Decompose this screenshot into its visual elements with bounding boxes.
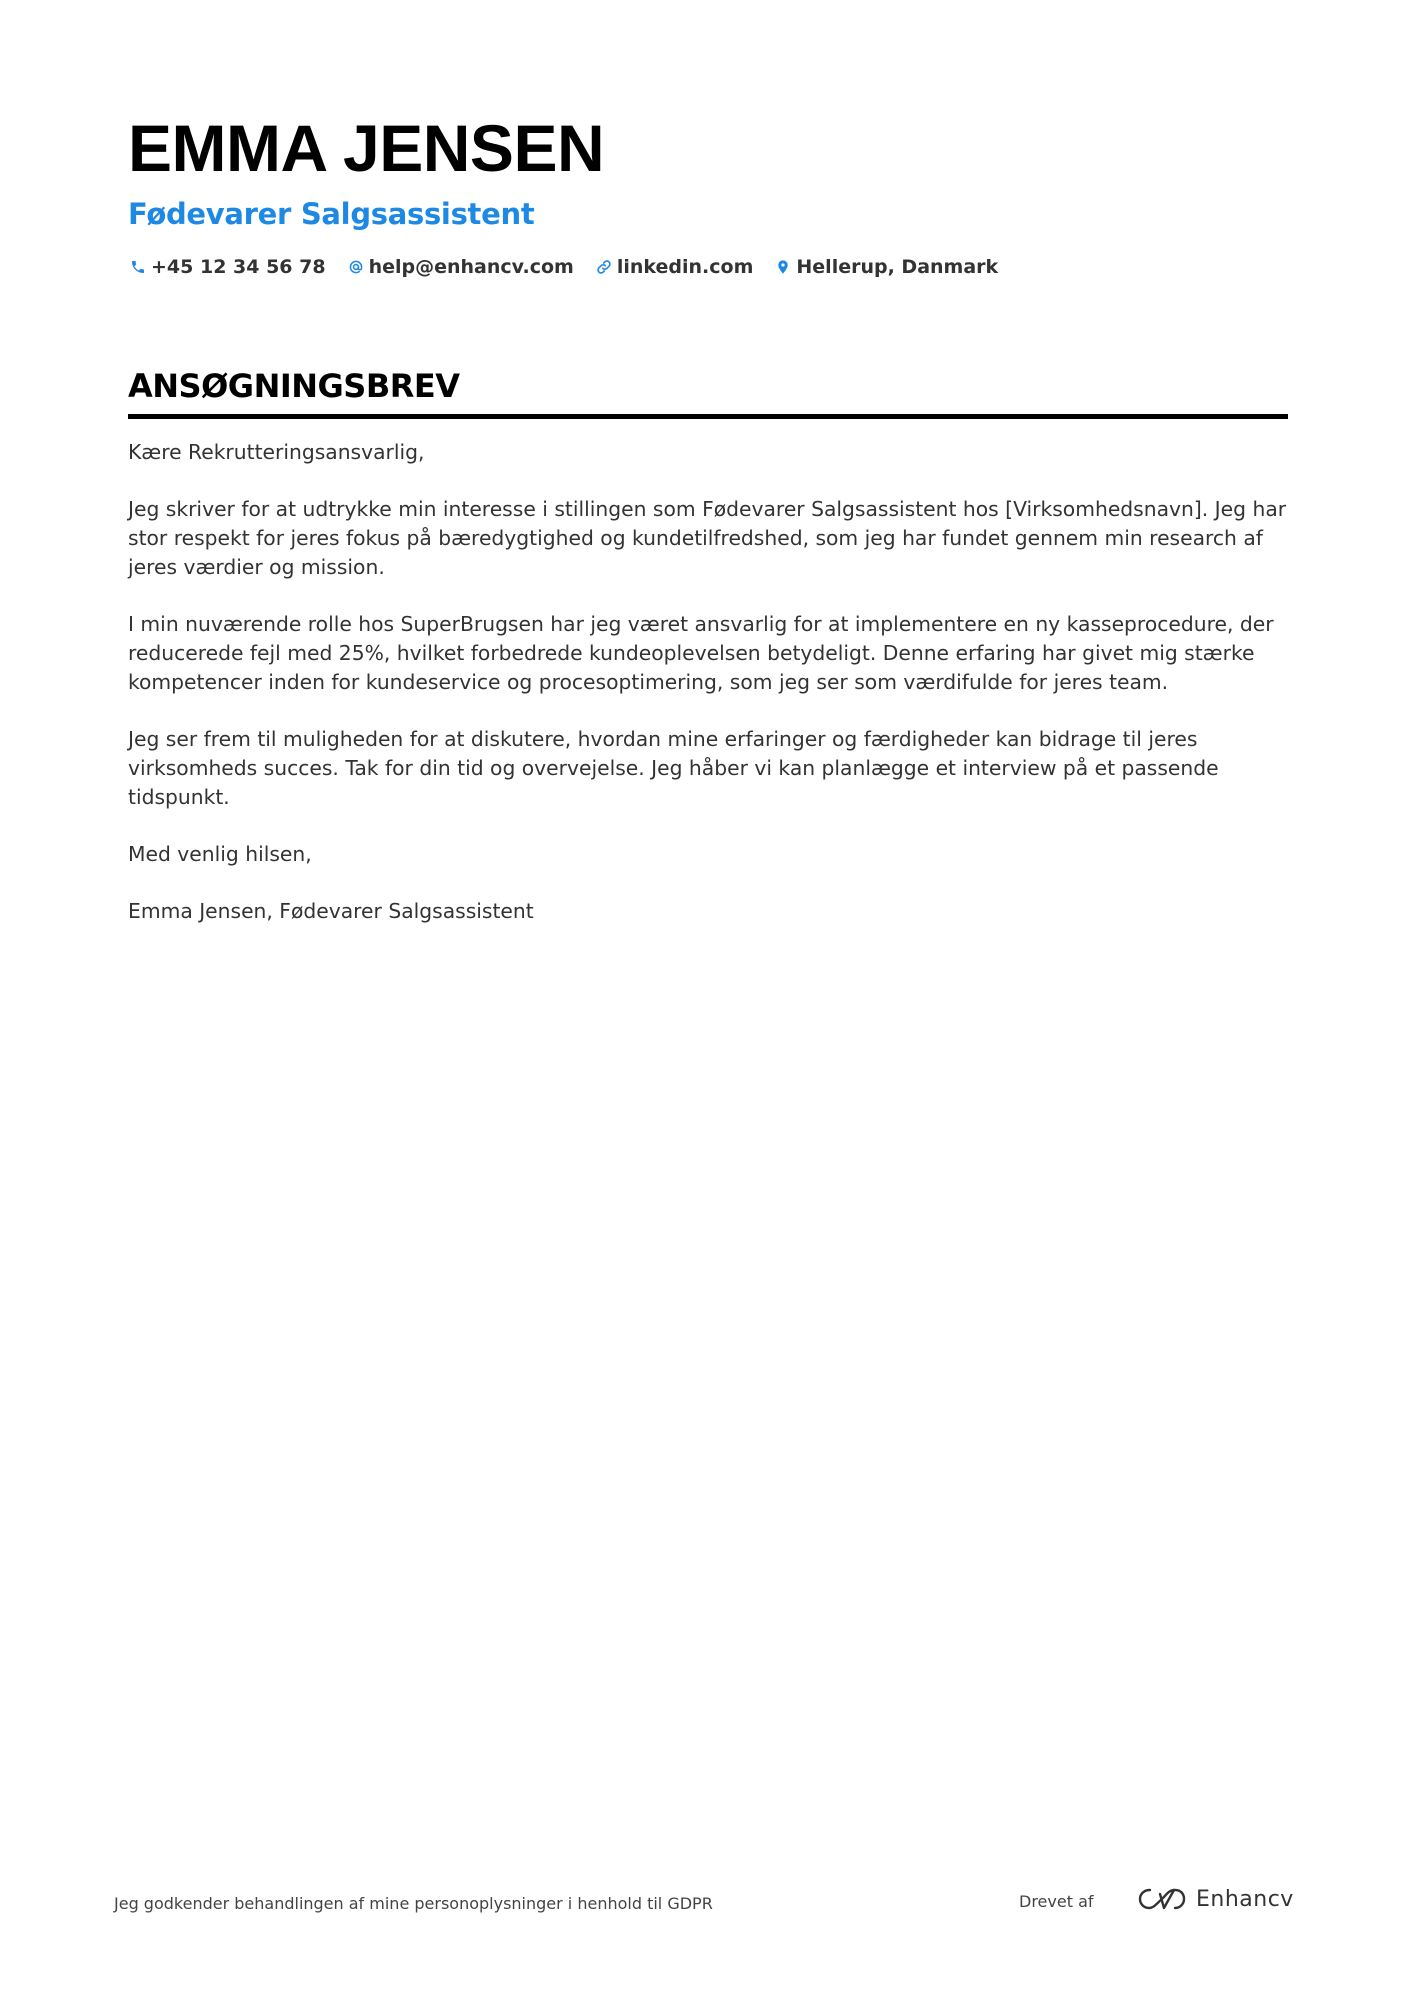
contact-phone-text: +45 12 34 56 78 bbox=[151, 256, 326, 278]
section-divider bbox=[128, 414, 1288, 419]
enhancv-brand-name: Enhancv bbox=[1196, 1886, 1294, 1912]
contact-location bbox=[773, 256, 998, 278]
enhancv-mark-icon bbox=[1138, 1884, 1186, 1914]
section-title: ANSØGNINGSBREV bbox=[128, 367, 460, 405]
location-pin-icon bbox=[773, 257, 793, 277]
phone-icon bbox=[128, 257, 148, 277]
salutation: Kære Rekrutteringsansvarlig, bbox=[128, 440, 425, 464]
contact-phone bbox=[128, 256, 326, 278]
closing: Med venlig hilsen, bbox=[128, 842, 312, 866]
contact-linkedin-text[interactable]: linkedin.com bbox=[616, 256, 754, 278]
letter-section-header bbox=[128, 364, 1288, 419]
contact-location-text: Hellerup, Danmark bbox=[796, 256, 999, 278]
candidate-name: EMMA JENSEN bbox=[128, 111, 605, 185]
letter-paragraph: Jeg skriver for at udtrykke min interesse i stillingen som Fødevarer Salgsassistent hos [Virksomhedsnavn]. Jeg har stor respekt for jeres fokus på bæredygtighed og kundetilfredshed, som jeg har fundet gennem min research af jeres værdier og mission. bbox=[128, 497, 1287, 579]
at-icon bbox=[346, 257, 366, 277]
link-icon bbox=[594, 257, 614, 277]
job-title: Fødevarer Salgsassistent bbox=[128, 197, 535, 231]
letter-paragraph: I min nuværende rolle hos SuperBrugsen har jeg været ansvarlig for at implementere en ny kasseprocedure, der reducerede fejl med 25%, hvilket forbedrede kundeoplevelsen betydeligt. Denne erfaring har givet mig stærke kompetencer inden for kundeservice og procesoptimering, som jeg ser som værdifulde for jeres team. bbox=[128, 612, 1274, 694]
letter-paragraph: Jeg ser frem til muligheden for at diskutere, hvordan mine erfaringer og færdigheder kan bidrage til jeres virksomheds succes. Tak for din tid og overvejelse. Jeg håber vi kan planlægge et interview på et passende tidspunkt. bbox=[128, 727, 1219, 809]
header bbox=[128, 108, 1288, 278]
footer bbox=[114, 1884, 1294, 1924]
contact-email-text[interactable]: help@enhancv.com bbox=[368, 256, 574, 278]
contact-email[interactable] bbox=[346, 256, 574, 278]
gdpr-consent-text: Jeg godkender behandlingen af mine personoplysninger i henhold til GDPR bbox=[114, 1894, 713, 1913]
enhancv-logo[interactable] bbox=[1138, 1884, 1294, 1914]
signature: Emma Jensen, Fødevarer Salgsassistent bbox=[128, 899, 534, 923]
letter-body bbox=[128, 438, 1298, 954]
contact-list bbox=[128, 256, 1288, 278]
contact-linkedin[interactable] bbox=[594, 256, 754, 278]
powered-by-label: Drevet af bbox=[1019, 1892, 1094, 1911]
